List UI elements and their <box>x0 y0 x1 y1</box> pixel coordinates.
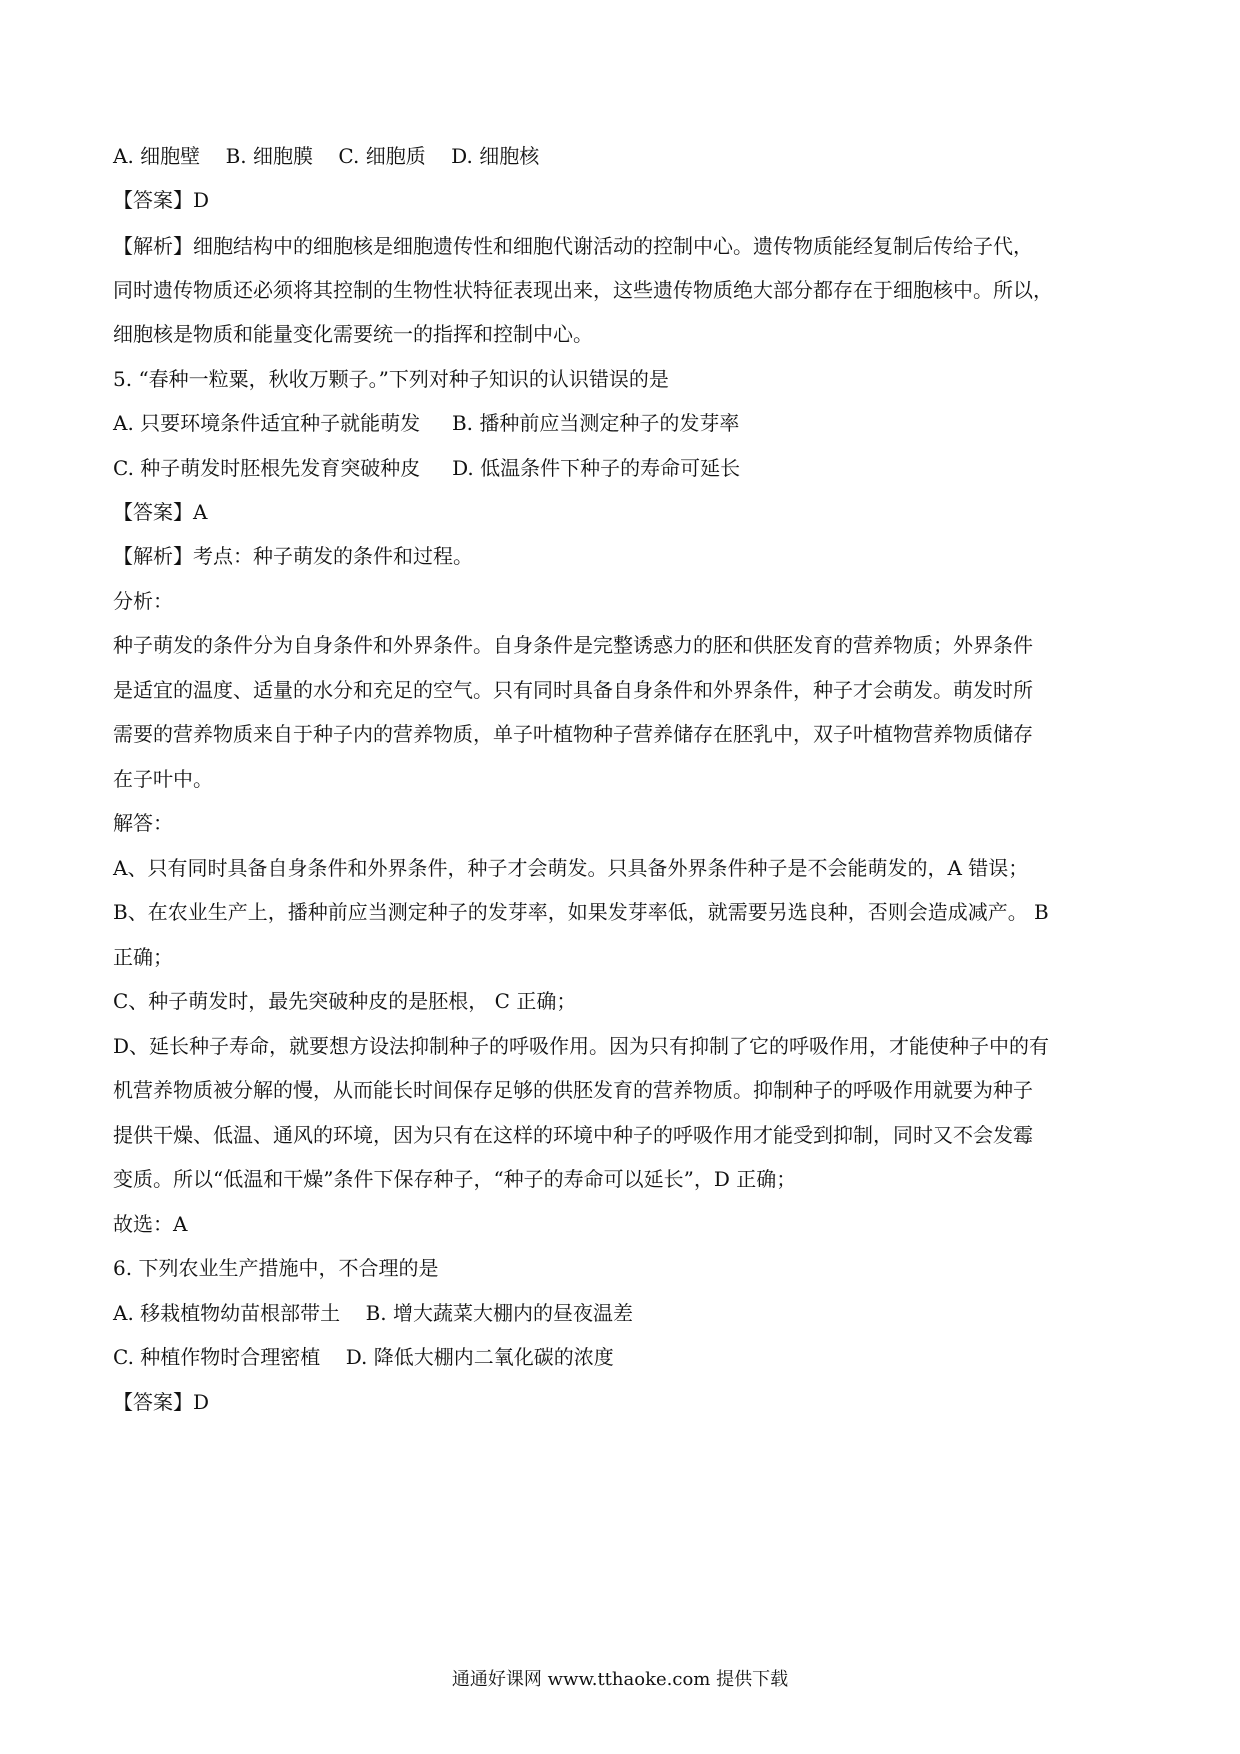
q5-analysis-16: 故选：A <box>113 1212 188 1236</box>
q5-analysis-9: B、在农业生产上，播种前应当测定种子的发芽率，如果发芽率低，就需要另选良种，否则会造成减产。 B <box>113 900 1049 924</box>
q5-options-1: A. 只要环境条件适宜种子就能萌发 B. 播种前应当测定种子的发芽率 <box>113 411 740 435</box>
q5-analysis-8: A、只有同时具备自身条件和外界条件，种子才会萌发。只具备外界条件种子是不会能萌发的，A 错误； <box>113 856 1029 880</box>
q5-options-2: C. 种子萌发时胚根先发育突破种皮 D. 低温条件下种子的寿命可延长 <box>113 456 741 480</box>
page-footer: 通通好课网 www.tthaoke.com 提供下载 <box>451 1669 789 1690</box>
q6-answer: 【答案】D <box>113 1390 210 1414</box>
q6-options-1: A. 移栽植物幼苗根部带土 B. 增大蔬菜大棚内的昼夜温差 <box>113 1301 633 1325</box>
q6-options-2: C. 种植作物时合理密植 D. 降低大棚内二氧化碳的浓度 <box>113 1345 614 1369</box>
q5-analysis-7: 解答： <box>113 811 173 835</box>
q5-analysis-6: 在子叶中。 <box>113 767 213 791</box>
q4-answer: 【答案】D <box>113 188 210 212</box>
q5-analysis-15: 变质。所以“低温和干燥”条件下保存种子，“种子的寿命可以延长”，D 正确； <box>113 1167 797 1191</box>
q4-analysis-2: 同时遗传物质还必须将其控制的生物性状特征表现出来，这些遗传物质绝大部分都存在于细胞核中。所以， <box>113 278 1053 302</box>
q5-analysis-11: C、种子萌发时，最先突破种皮的是胚根， C 正确； <box>113 989 577 1013</box>
q5-analysis-14: 提供干燥、低温、通风的环境，因为只有在这样的环境中种子的呼吸作用才能受到抑制，同时又不会发霉 <box>113 1123 1033 1147</box>
q5-analysis-4: 是适宜的温度、适量的水分和充足的空气。只有同时具备自身条件和外界条件，种子才会萌发。萌发时所 <box>113 678 1033 702</box>
q5-analysis-1: 【解析】考点：种子萌发的条件和过程。 <box>113 544 473 568</box>
q5-analysis-3: 种子萌发的条件分为自身条件和外界条件。自身条件是完整诱惑力的胚和供胚发育的营养物质；外界条件 <box>113 633 1033 657</box>
q5-answer: 【答案】A <box>113 500 208 524</box>
q5-analysis-13: 机营养物质被分解的慢，从而能长时间保存足够的供胚发育的营养物质。抑制种子的呼吸作用就要为种子 <box>113 1078 1033 1102</box>
q5-analysis-2: 分析： <box>113 589 173 613</box>
q4-analysis-3: 细胞核是物质和能量变化需要统一的指挥和控制中心。 <box>113 322 593 346</box>
q6-stem: 6. 下列农业生产措施中，不合理的是 <box>113 1256 439 1280</box>
q5-analysis-5: 需要的营养物质来自于种子内的营养物质，单子叶植物种子营养储存在胚乳中，双子叶植物营养物质储存 <box>113 722 1033 746</box>
q5-analysis-10: 正确； <box>113 945 173 969</box>
q4-analysis-1: 【解析】细胞结构中的细胞核是细胞遗传性和细胞代谢活动的控制中心。遗传物质能经复制后传给子代， <box>113 234 1033 258</box>
q5-analysis-12: D、延长种子寿命，就要想方设法抑制种子的呼吸作用。因为只有抑制了它的呼吸作用，才能使种子中的有 <box>113 1034 1050 1058</box>
q4-options: A. 细胞壁 B. 细胞膜 C. 细胞质 D. 细胞核 <box>113 144 540 168</box>
q5-stem: 5. “春种一粒粟，秋收万颗子。”下列对种子知识的认识错误的是 <box>113 367 669 391</box>
